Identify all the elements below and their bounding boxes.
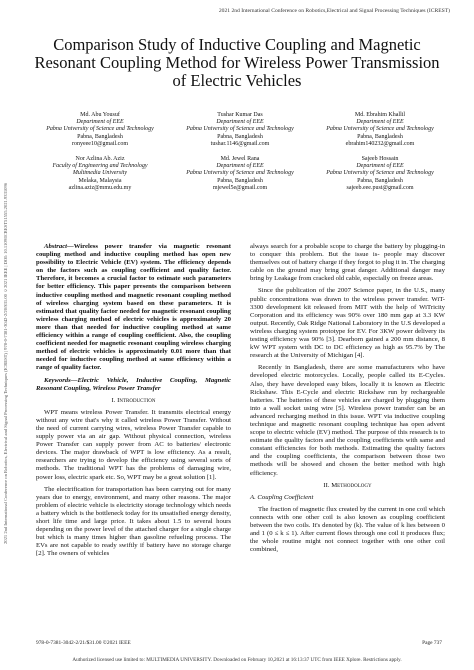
- author-city: Melaka, Malaysia: [78, 177, 122, 184]
- abstract-text: Wireless power transfer via magnetic resonant coupling method and inductive coupling method has open new possibility to Electric Vehicle (EV) system. The efficiency depends on the factors such as coupling coefficient and quality factor. Therefore, it becomes a crucial factor to estimate such parameters for better efficiency. This paper presents the comparison between inductive coupling method and magnetic resonant coupling method of wireless charging system based on these parameters. It is estimated that quality factor needed for magnetic resonant coupling wireless charging method of electric vehicles is approximately 20 more than that needed for inductive coupling method at same efficiency within a range of coupling coefficient. Also, the coupling coefficient needed for magnetic resonant coupling wireless charging method of electric vehicles is approximately 0.01 more than that needed for inductive coupling method at same efficiency within a range of quality factor.: [36, 243, 231, 372]
- author-institution: Pabna University of Science and Technology: [326, 170, 434, 177]
- conference-header: 2021 2nd International Conference on Robotics,Electrical and Signal Processing Techniques (ICREST): [218, 8, 450, 14]
- abstract: [36, 243, 231, 373]
- author-department: Department of EEE: [356, 119, 404, 126]
- author-city: Pabna, Bangladesh: [217, 177, 263, 184]
- paper-title: Comparison Study of Inductive Coupling and Magnetic Resonant Coupling Method for Wireless Power Transmission of Electric Vehicles: [34, 35, 440, 90]
- author-email: mjewel5e@gmail.com: [212, 184, 268, 191]
- keywords-lead: Keywords—: [44, 376, 78, 384]
- keywords: [36, 377, 231, 393]
- author-institution: Pabna University of Science and Technology: [186, 126, 294, 133]
- author-name: Md. Abu Yousuf: [80, 112, 120, 118]
- author-department: Department of EEE: [356, 163, 404, 170]
- section-heading-introduction: I. Introduction: [111, 396, 156, 404]
- author: [176, 112, 304, 148]
- author-department: Department of EEE: [216, 119, 264, 126]
- author: [316, 112, 444, 148]
- doi-side-strip: 2021 2nd International Conference on Robotics, Electrical and Signal Processing Techniques (ICREST) | 978-0-7381-3042-2/20/$31.00 ©2021 IEEE | DOI: 10.1109/ICREST51555.2021.9331096: [3, 182, 8, 544]
- author-name: Md. Jewel Rana: [220, 156, 260, 163]
- author-name: Sajeeb Hossain: [361, 156, 399, 163]
- author: [176, 156, 304, 192]
- keywords-text: Electric Vehicle, Inductive Coupling, Magnetic Resonant Coupling, Wireless Power Transfer: [36, 376, 231, 392]
- author-institution: Pabna University of Science and Technology: [46, 126, 154, 133]
- author-email: sajeeb.eee.pust@gmail.com: [346, 184, 414, 191]
- left-column: [36, 243, 231, 562]
- author-name: Nor Azlina Ab. Aziz: [75, 156, 125, 163]
- paragraph: WPT means wireless Power Transfer. It transmits electrical energy without any wire that's why it called wireless Power Transfer. Without the need of current carrying wires, wireless Power Transfer capable to supply power via an air gap. Without physical connection, wireless Power Transfer can supply power from AC to batteries/ electronic devices. The major drawback of WPT is low efficiency. As a result, researchers are trying to develop the efficiency using several sorts of methods. The traditional WPT has the problems of damaging wire, power loss, electric spark etc. So, WPT may be a great solution [1].: [36, 408, 231, 481]
- author-institution: Multimedia University: [72, 170, 128, 177]
- subsection-heading: A. Coupling Coefficient: [250, 493, 314, 501]
- author: [36, 156, 164, 192]
- author-email: azlina.aziz@mmu.edu.my: [68, 184, 132, 191]
- author-city: Pabna, Bangladesh: [217, 133, 263, 140]
- author-email: tushar.1146@gmail.com: [210, 140, 270, 147]
- author-institution: Pabna University of Science and Technology: [186, 170, 294, 177]
- author-city: Pabna, Bangladesh: [357, 133, 403, 140]
- author: [36, 112, 164, 148]
- paragraph: The fraction of magnetic flux created by the current in one coil which connects with one other coil is also known as coupling coefficient between the two coils. It's denoted by (k). The value of k lies between 0 and 1 (0 ≤ k ≤ 1). After current flows through one coil it produces flux; the whole routine might not connect together with one other coil combined,: [250, 505, 445, 554]
- paragraph: Recently in Bangladesh, there are some manufacturers who have developed electric motorcycles. Locally, people called its E-Cycles. Also, they have developed easy bikes, locally it is known as Electric Rickshaw. This E-Cycle and electric Rickshaw run by rechargeable batteries. The batteries of these vehicles are charged by plugging them into a wall socket using wire [5]. Wireless power transfer can be an advanced recharging method in this issue. WPT via inductive coupling technique and magnetic resonant coupling technique has open advent scope to electric vehicle (EV) method. The purpose of this research is to estimate the quality factors and the coupling coefficients with same and constant efficiencies for both methods. Estimating the quality factors and the coupling coefficients, the comparison between those two methods will be showed and chosen the better method with high efficiency.: [250, 364, 445, 477]
- author-name: Tushar Kumar Das: [217, 112, 263, 118]
- author-row: [36, 112, 444, 148]
- author-city: Pabna, Bangladesh: [77, 133, 123, 140]
- license-notice: Authorized licensed use limited to: MULTIMEDIA UNIVERSITY. Downloaded on February 10,2021 at 16:13:37 UTC from IEEE Xplore. Restrictions apply.: [72, 657, 402, 663]
- author-city: Pabna, Bangladesh: [357, 177, 403, 184]
- paragraph: The electrification for transportation has been carrying out for many years due to energy, environment, and many other reasons. The major problem of electric vehicle is electricity storage technology which needs a battery which is the bottleneck today for its unsatisfied energy density, short life time and large price. It takes about 1.5 to several hours depending on the power level of the attached charger for a single charge but which is many times higher than gasoline refueling process. The EVs are not capable to ready swiftly if battery have no storage charge [2]. The owners of vehicles: [36, 485, 231, 558]
- footer-page-number: Page 737: [422, 640, 442, 646]
- author-department: Department of EEE: [76, 119, 124, 126]
- footer-isbn: 978-0-7381-3042-2/21/$31.00 ©2021 IEEE: [36, 640, 131, 646]
- author-department: Faculty of Engineering and Technology: [52, 163, 148, 170]
- section-heading-methodology: II. Methodology: [323, 481, 372, 489]
- author-row: [36, 156, 444, 192]
- author-institution: Pabna University of Science and Technology: [326, 126, 434, 133]
- paragraph: Since the publication of the 2007 Science paper, in the U.S., many public concentrations was drawn to the wireless power transfer. WiT-3300 development kit released from MIT with the help of WiTricity Corporation and its efficiency was 90% over 180 mm gap at 3.3 KW output. Recently, Oak Ridge National Laboratory in the U.S developed a wireless charging system prototype for EV. For 3KW power delivery its testing efficiency was 90% [3]. Dearborn gained a 200 mm distance, 8 kW WPT system with DC to DC efficiency as high as 95.7% by The research at the University of Michigan [4].: [250, 287, 445, 360]
- author-name: Md. Ebrahim Khallil: [354, 112, 406, 118]
- right-column: [250, 243, 445, 558]
- paragraph: always search for a probable scope to charge the battery by plugging-in to conquer this problem. But the issue is- people may discover themselves out of battery charge if they forgot to plug it in. The charging cable on the ground may bring great danger. Additional danger may bring by Leakage from cracked old cable, especially on freeze areas.: [250, 243, 445, 283]
- author-email: ronyeee10@gmail.com: [71, 140, 128, 147]
- abstract-lead: Abstract—: [44, 243, 74, 250]
- author-email: ebrahim140232@gmail.com: [345, 140, 415, 147]
- author: [316, 156, 444, 192]
- author-department: Department of EEE: [216, 163, 264, 170]
- author-block: [36, 112, 444, 200]
